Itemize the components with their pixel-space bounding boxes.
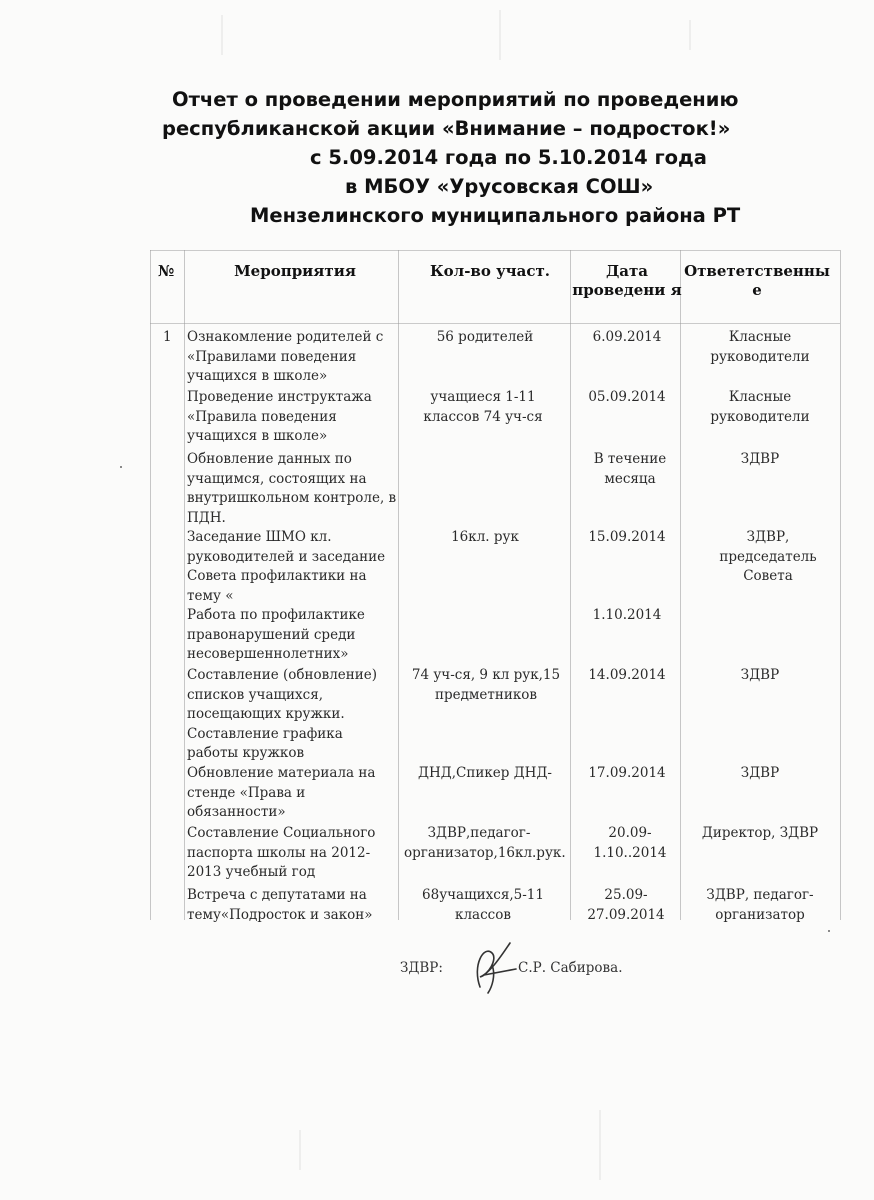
row-responsible: Директор, ЗДВР (701, 825, 819, 841)
row-event: Работа по профилактике правонарушений среди несовершеннолетних» (187, 607, 365, 662)
table-header-divider (150, 323, 840, 324)
title-line-5: Мензелинского муниципального района РТ (250, 204, 741, 227)
header-date: Дата проведени я (572, 262, 682, 299)
table-border-top (150, 250, 840, 251)
row-date: 17.09.2014 (588, 765, 666, 781)
row-event: Заседание ШМО кл. руководителей и заседание Совета профилактики на тему « (187, 529, 386, 604)
row-responsible: ЗДВР (740, 451, 780, 467)
title-line-1: Отчет о проведении мероприятий по проведению (172, 88, 739, 111)
signature-name: С.Р. Сабирова. (518, 960, 623, 976)
row-participants: 56 родителей (436, 329, 534, 345)
table-divider (398, 250, 399, 920)
row-responsible: ЗДВР (740, 667, 780, 683)
title-line-2: республиканской акции «Внимание – подросток!» (162, 117, 731, 140)
row-event: Ознакомление родителей с «Правилами поведения учащихся в школе» (187, 329, 384, 384)
row-date: 6.09.2014 (592, 329, 662, 345)
row-responsible: ЗДВР, педагог-организатор (706, 887, 814, 923)
row-responsible: Класные руководители (710, 329, 810, 365)
row-date: 20.09-1.10..2014 (593, 825, 667, 861)
row-event: Проведение инструктажа «Правила поведения учащихся в школе» (187, 389, 372, 444)
row-date: В течение месяца (593, 451, 667, 487)
table-border-right (840, 250, 841, 920)
header-number: № (158, 262, 175, 280)
table-divider (184, 250, 185, 920)
table-divider (570, 250, 571, 920)
title-line-4: в МБОУ «Урусовская СОШ» (345, 175, 654, 198)
row-participants: 68учащихся,5-11 классов (422, 887, 544, 923)
row-participants: 74 уч-ся, 9 кл рук,15 предметников (411, 667, 561, 703)
row-date: 05.09.2014 (588, 389, 666, 405)
row-responsible: Класные руководители (710, 389, 810, 425)
row-event: Обновление данных по учащимся, состоящих на внутришкольном контроле, в ПДН. (187, 451, 397, 526)
row-date: 14.09.2014 (588, 667, 666, 683)
row-date: 15.09.2014 (588, 529, 666, 545)
row-responsible: ЗДВР, председатель Совета (719, 529, 817, 584)
row-participants: учащиеся 1-11 классов 74 уч-ся (423, 389, 543, 425)
row-event: Обновление материала на стенде «Права и обязанности» (187, 765, 376, 820)
row-responsible: ЗДВР (740, 765, 780, 781)
row-event: Встреча с депутатами на тему«Подросток и закон» (187, 887, 373, 923)
row-participants: ДНД,Спикер ДНД- (418, 765, 552, 781)
row-event: Составление (обновление) списков учащихся, посещающих кружки. Составление графика работы кружков (187, 667, 378, 761)
signature-label: ЗДВР: (400, 960, 443, 976)
row-date: 25.09-27.09.2014 (587, 887, 665, 923)
header-responsible: Ответетственны е (684, 262, 830, 299)
scan-speck (120, 466, 122, 468)
row-participants: ЗДВР,педагог-организатор,16кл.рук. (404, 825, 566, 861)
title-line-3: с 5.09.2014 года по 5.10.2014 года (310, 146, 707, 169)
header-event: Мероприятия (234, 262, 356, 280)
row-number: 1 (163, 329, 172, 345)
report-title (150, 85, 750, 230)
row-participants: 16кл. рук (451, 529, 519, 545)
row-event: Составление Социального паспорта школы на 2012-2013 учебный год (187, 825, 376, 880)
table-border-left (150, 250, 151, 920)
handwritten-signature (462, 935, 522, 995)
header-participants: Кол-во участ. (429, 262, 551, 280)
row-date: 1.10.2014 (592, 607, 662, 623)
scan-speck (828, 930, 830, 932)
